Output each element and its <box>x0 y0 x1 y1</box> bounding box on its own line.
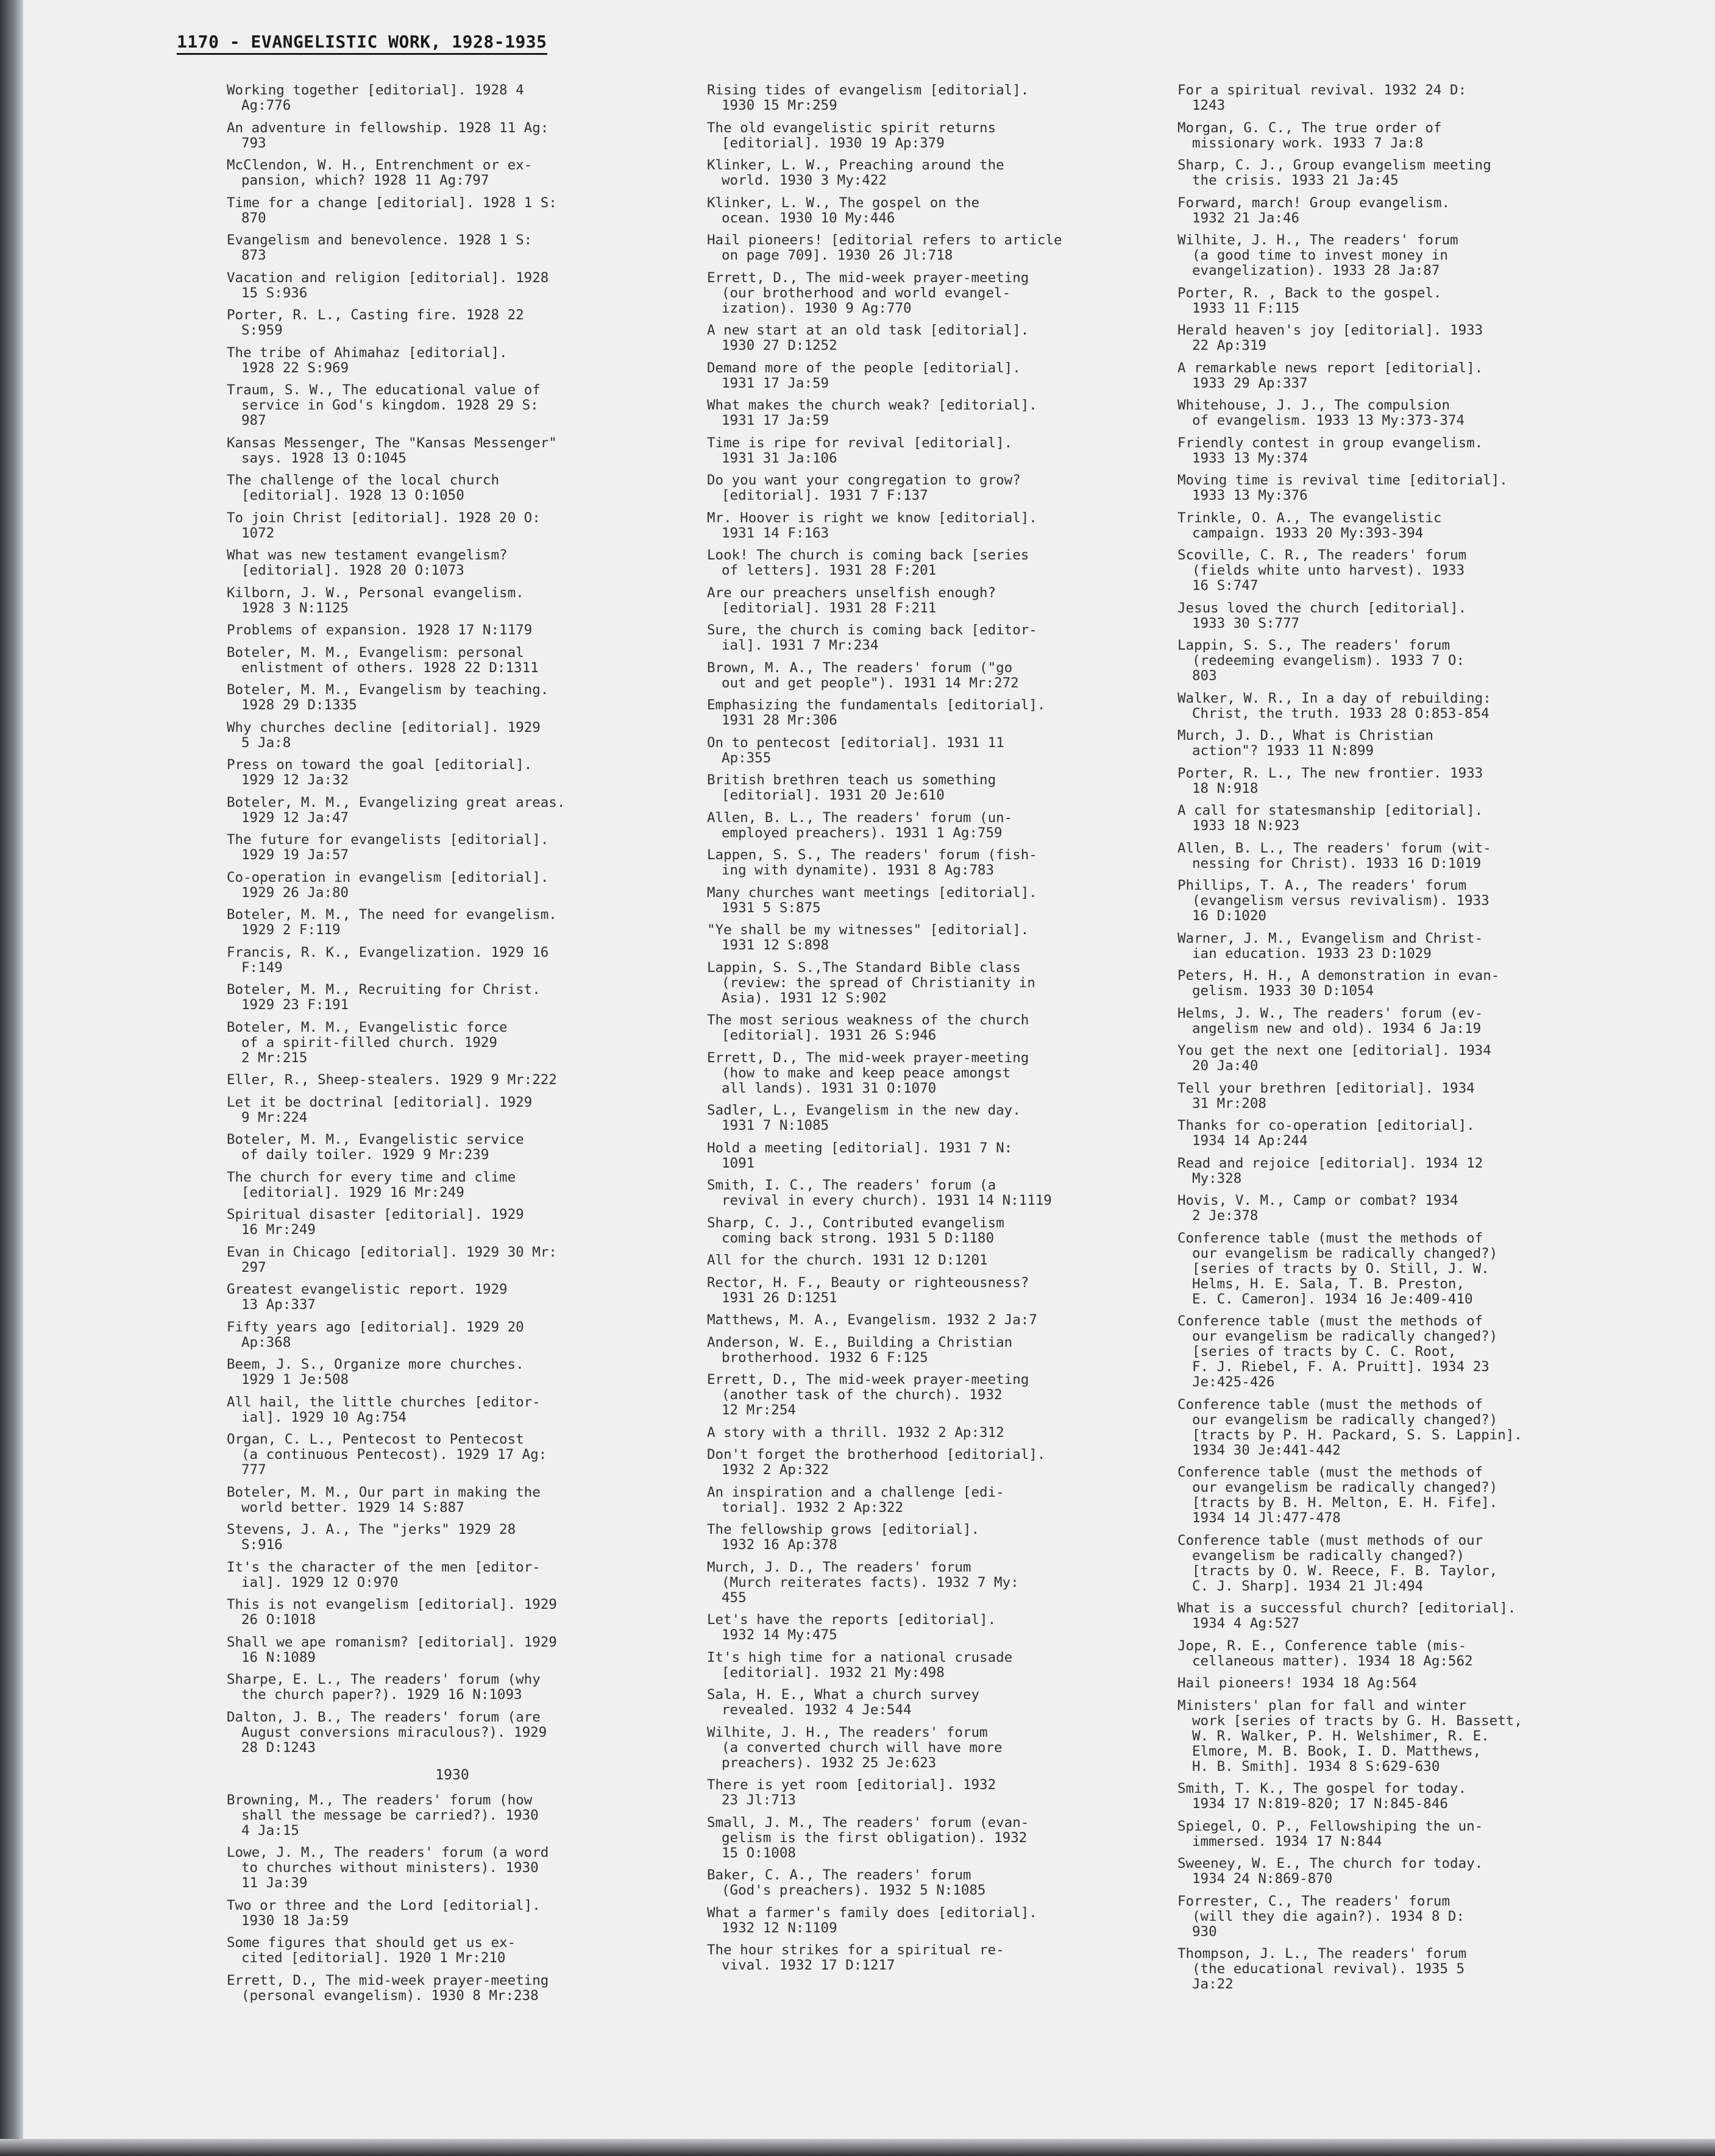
index-entry: Working together [editorial]. 1928 4 Ag:776 <box>227 82 524 113</box>
index-entry: Murch, J. D., The readers' forum (Murch reiterates facts). 1932 7 My: 455 <box>707 1559 1019 1606</box>
index-entry: Sadler, L., Evangelism in the new day. 1931 7 N:1085 <box>707 1102 1021 1133</box>
index-entry: McClendon, W. H., Entrenchment or ex- pansion, which? 1928 11 Ag:797 <box>227 157 533 188</box>
index-entry: Do you want your congregation to grow? [editorial]. 1931 7 F:137 <box>707 472 1021 503</box>
index-entry: Ministers' plan for fall and winter work [series of tracts by G. H. Bassett, W. R. Walker, P. H. Welshimer, R. E. Elmore, M. B. Book, I. D. Matthews, H. B. Smith]. 1934 8 S:629-630 <box>1177 1697 1522 1775</box>
index-entry: Matthews, M. A., Evangelism. 1932 2 Ja:7 <box>707 1312 1037 1328</box>
index-entry: Sharpe, E. L., The readers' forum (why the church paper?). 1929 16 N:1093 <box>227 1672 541 1703</box>
index-entry: Anderson, W. E., Building a Christian brotherhood. 1932 6 F:125 <box>707 1334 1013 1366</box>
index-entry: Wilhite, J. H., The readers' forum (a converted church will have more preachers). 1932 25 Je:623 <box>707 1724 1003 1771</box>
column-entries <box>1177 83 1628 1992</box>
index-entry: Whitehouse, J. J., The compulsion of evangelism. 1933 13 My:373-374 <box>1177 397 1465 428</box>
index-entry: Boteler, M. M., The need for evangelism. 1929 2 F:119 <box>227 907 557 938</box>
index-entry: Lappen, S. S., The readers' forum (fish- ing with dynamite). 1931 8 Ag:783 <box>707 847 1037 878</box>
index-entry: Boteler, M. M., Evangelism: personal enlistment of others. 1928 22 D:1311 <box>227 644 539 676</box>
index-entry: Brown, M. A., The readers' forum ("go out and get people"). 1931 14 Mr:272 <box>707 659 1019 691</box>
index-entry: What was new testament evangelism? [editorial]. 1928 20 O:1073 <box>227 547 508 578</box>
index-entry: Allen, B. L., The readers' forum (un- employed preachers). 1931 1 Ag:759 <box>707 809 1013 841</box>
index-entry: Traum, S. W., The educational value of service in God's kingdom. 1928 29 S: 987 <box>227 382 541 428</box>
index-entry: Evangelism and benevolence. 1928 1 S: 873 <box>227 232 533 263</box>
index-entry: British brethren teach us something [editorial]. 1931 20 Je:610 <box>707 772 996 803</box>
index-entry: Vacation and religion [editorial]. 1928 15 S:936 <box>227 269 549 301</box>
index-entry: Smith, I. C., The readers' forum (a revival in every church). 1931 14 N:1119 <box>707 1177 1052 1208</box>
index-entry: An inspiration and a challenge [edi- torial]. 1932 2 Ap:322 <box>707 1484 1004 1516</box>
index-column-2 <box>707 83 1158 1980</box>
index-entry: Walker, W. R., In a day of rebuilding: Christ, the truth. 1933 28 O:853-854 <box>1177 690 1491 722</box>
index-entry: Kilborn, J. W., Personal evangelism. 1928 3 N:1125 <box>227 584 524 616</box>
index-entry: Errett, D., The mid-week prayer-meeting (another task of the church). 1932 12 Mr:254 <box>707 1372 1029 1418</box>
index-entry: Trinkle, O. A., The evangelistic campaign. 1933 20 My:393-394 <box>1177 509 1442 541</box>
index-entry: For a spiritual revival. 1932 24 D: 1243 <box>1177 82 1467 113</box>
index-entry: A story with a thrill. 1932 2 Ap:312 <box>707 1424 1004 1441</box>
index-entry: Boteler, M. M., Evangelistic force of a spirit-filled church. 1929 2 Mr:215 <box>227 1019 508 1066</box>
index-entry: Francis, R. K., Evangelization. 1929 16 F:149 <box>227 944 549 976</box>
index-entry: The hour strikes for a spiritual re- vival. 1932 17 D:1217 <box>707 1942 1004 1973</box>
index-entry: A new start at an old task [editorial]. 1930 27 D:1252 <box>707 322 1029 353</box>
index-entry: Sure, the church is coming back [editor- ial]. 1931 7 Mr:234 <box>707 622 1037 653</box>
index-entry: Emphasizing the fundamentals [editorial]. 1931 28 Mr:306 <box>707 697 1046 728</box>
index-entry: The tribe of Ahimahaz [editorial]. 1928 22 S:969 <box>227 344 508 376</box>
index-entry: Conference table (must the methods of our evangelism be radically changed?) [series of tracts by O. Still, J. W. Helms, H. E. Sala, T. B. Preston, E. C. Cameron]. 1934 16 Je:409-410 <box>1177 1230 1498 1307</box>
index-entry: The future for evangelists [editorial]. 1929 19 Ja:57 <box>227 832 549 863</box>
index-entry: What makes the church weak? [editorial]. 1931 17 Ja:59 <box>707 397 1037 428</box>
index-entry: Lowe, J. M., The readers' forum (a word to churches without ministers). 1930 11 Ja:39 <box>227 1845 549 1891</box>
index-entry: Press on toward the goal [editorial]. 1929 12 Ja:32 <box>227 757 533 788</box>
index-entry: Errett, D., The mid-week prayer-meeting (how to make and keep peace amongst all lands). 1931 31 O:1070 <box>707 1049 1029 1096</box>
index-entry: Shall we ape romanism? [editorial]. 1929 16 N:1089 <box>227 1634 557 1665</box>
index-entry: Murch, J. D., What is Christian action"? 1933 11 N:899 <box>1177 728 1433 759</box>
page-binding-edge <box>0 0 23 2156</box>
index-entry: On to pentecost [editorial]. 1931 11 Ap:355 <box>707 734 1004 766</box>
index-entry: Allen, B. L., The readers' forum (wit- nessing for Christ). 1933 16 D:1019 <box>1177 840 1491 871</box>
index-column-1 <box>227 83 678 2010</box>
index-entry: Boteler, M. M., Evangelistic service of daily toiler. 1929 9 Mr:239 <box>227 1132 524 1163</box>
index-entry: Stevens, J. A., The "jerks" 1929 28 S:916 <box>227 1522 516 1553</box>
index-entry: Co-operation in evangelism [editorial]. 1929 26 Ja:80 <box>227 869 549 901</box>
index-entry: Fifty years ago [editorial]. 1929 20 Ap:368 <box>227 1319 524 1350</box>
index-entry: Time is ripe for revival [editorial]. 1931 31 Ja:106 <box>707 434 1013 466</box>
index-entry: There is yet room [editorial]. 1932 23 Jl:713 <box>707 1777 996 1808</box>
index-entry: Greatest evangelistic report. 1929 13 Ap:337 <box>227 1282 508 1313</box>
index-entry: The church for every time and clime [editorial]. 1929 16 Mr:249 <box>227 1169 516 1200</box>
index-entry: Boteler, M. M., Recruiting for Christ. 1929 23 F:191 <box>227 982 541 1013</box>
index-entry: Hovis, V. M., Camp or combat? 1934 2 Je:378 <box>1177 1193 1458 1224</box>
index-entry: Conference table (must the methods of our evangelism be radically changed?) [tracts by B. H. Melton, E. H. Fife]. 1934 14 Jl:477-478 <box>1177 1464 1498 1526</box>
index-entry: Some figures that should get us ex- cited [editorial]. 1920 1 Mr:210 <box>227 1935 516 1966</box>
index-entry: A call for statesmanship [editorial]. 1933 18 N:923 <box>1177 803 1483 834</box>
index-entry: Phillips, T. A., The readers' forum (evangelism versus revivalism). 1933 16 D:1020 <box>1177 878 1490 924</box>
index-entry: Are our preachers unselfish enough? [editorial]. 1931 28 F:211 <box>707 584 996 616</box>
index-entry: Let's have the reports [editorial]. 1932 14 My:475 <box>707 1612 996 1643</box>
index-entry: Kansas Messenger, The "Kansas Messenger" says. 1928 13 O:1045 <box>227 434 557 466</box>
index-entry: Sala, H. E., What a church survey revealed. 1932 4 Je:544 <box>707 1687 980 1718</box>
index-entry: Let it be doctrinal [editorial]. 1929 9 Mr:224 <box>227 1094 533 1126</box>
index-entry: The most serious weakness of the church [editorial]. 1931 26 S:946 <box>707 1012 1029 1043</box>
index-entry: Porter, R. L., The new frontier. 1933 18 N:918 <box>1177 765 1483 796</box>
index-entry: Beem, J. S., Organize more churches. 1929 1 Je:508 <box>227 1356 524 1388</box>
index-entry: What a farmer's family does [editorial]. 1932 12 N:1109 <box>707 1904 1037 1936</box>
index-entry: The old evangelistic spirit returns [editorial]. 1930 19 Ap:379 <box>707 119 996 151</box>
index-entry: Errett, D., The mid-week prayer-meeting (personal evangelism). 1930 8 Mr:238 <box>227 1972 549 2004</box>
index-entry: Look! The church is coming back [series of letters]. 1931 28 F:201 <box>707 547 1029 578</box>
index-entry: All hail, the little churches [editor- ial]. 1929 10 Ag:754 <box>227 1394 541 1425</box>
index-entry: Sweeney, W. E., The church for today. 1934 24 N:869-870 <box>1177 1856 1483 1887</box>
index-entry: Forrester, C., The readers' forum (will they die again?). 1934 8 D: 930 <box>1177 1893 1465 1940</box>
index-entry: Eller, R., Sheep-stealers. 1929 9 Mr:222 <box>227 1072 557 1088</box>
index-entry: Thanks for co-operation [editorial]. 1934 14 Ap:244 <box>1177 1118 1475 1149</box>
index-entry: Hold a meeting [editorial]. 1931 7 N: 1091 <box>707 1140 1013 1171</box>
index-entry: Rector, H. F., Beauty or righteousness? 1931 26 D:1251 <box>707 1274 1029 1306</box>
index-entry: Hail pioneers! [editorial refers to article on page 709]. 1930 26 Jl:718 <box>707 232 1062 263</box>
index-entry: Many churches want meetings [editorial]. 1931 5 S:875 <box>707 884 1037 916</box>
index-entry: The fellowship grows [editorial]. 1932 16 Ap:378 <box>707 1522 980 1553</box>
column-entries <box>707 83 1158 1973</box>
index-entry: This is not evangelism [editorial]. 1929 26 O:1018 <box>227 1597 557 1628</box>
year-heading: 1930 <box>435 1767 469 1783</box>
index-entry: Smith, T. K., The gospel for today. 1934 17 N:819-820; 17 N:845-846 <box>1177 1781 1467 1812</box>
column-entries-after-heading <box>227 1793 678 2004</box>
index-entry: Small, J. M., The readers' forum (evan- gelism is the first obligation). 1932 15 O:1008 <box>707 1814 1029 1861</box>
index-entry: Klinker, L. W., The gospel on the ocean. 1930 10 My:446 <box>707 194 980 226</box>
index-entry: Organ, C. L., Pentecost to Pentecost (a continuous Pentecost). 1929 17 Ag: 777 <box>227 1431 547 1478</box>
index-entry: Scoville, C. R., The readers' forum (fields white unto harvest). 1933 16 S:747 <box>1177 547 1467 594</box>
index-entry: An adventure in fellowship. 1928 11 Ag: 793 <box>227 119 549 151</box>
index-entry: Mr. Hoover is right we know [editorial]. 1931 14 F:163 <box>707 509 1037 541</box>
index-entry: Sharp, C. J., Group evangelism meeting the crisis. 1933 21 Ja:45 <box>1177 157 1491 188</box>
index-entry: Thompson, J. L., The readers' forum (the educational revival). 1935 5 Ja:22 <box>1177 1946 1467 1992</box>
index-entry: Problems of expansion. 1928 17 N:1179 <box>227 622 533 638</box>
index-entry: Moving time is revival time [editorial]. 1933 13 My:376 <box>1177 472 1508 503</box>
index-entry: Jesus loved the church [editorial]. 1933 30 S:777 <box>1177 600 1467 631</box>
index-entry: Evan in Chicago [editorial]. 1929 30 Mr: 297 <box>227 1244 557 1275</box>
index-entry: What is a successful church? [editorial]. 1934 4 Ag:527 <box>1177 1600 1516 1631</box>
index-entry: Spiritual disaster [editorial]. 1929 16 Mr:249 <box>227 1207 524 1238</box>
index-entry: Helms, J. W., The readers' forum (ev- angelism new and old). 1934 6 Ja:19 <box>1177 1005 1483 1037</box>
index-entry: Conference table (must the methods of our evangelism be radically changed?) [series of tracts by C. C. Root, F. J. Riebel, F. A. Pruitt]. 1934 23 Je:425-426 <box>1177 1313 1498 1390</box>
running-head: 1170 - EVANGELISTIC WORK, 1928-1935 <box>177 32 547 55</box>
index-entry: Jope, R. E., Conference table (mis- cellaneous matter). 1934 18 Ag:562 <box>1177 1637 1473 1669</box>
index-entry: Hail pioneers! 1934 18 Ag:564 <box>1177 1675 1417 1691</box>
index-entry: Baker, C. A., The readers' forum (God's preachers). 1932 5 N:1085 <box>707 1867 986 1898</box>
index-entry: Errett, D., The mid-week prayer-meeting (our brotherhood and world evangel- ization). 1930 9 Ag:770 <box>707 269 1029 316</box>
index-entry: Forward, march! Group evangelism. 1932 21 Ja:46 <box>1177 194 1450 226</box>
index-entry: Porter, R. L., Casting fire. 1928 22 S:959 <box>227 307 524 338</box>
index-entry: Spiegel, O. P., Fellowshiping the un- immersed. 1934 17 N:844 <box>1177 1818 1483 1849</box>
index-entry: Boteler, M. M., Evangelism by teaching. 1928 29 D:1335 <box>227 682 549 713</box>
index-entry: Lappin, S. S., The readers' forum (redeeming evangelism). 1933 7 O: 803 <box>1177 637 1465 684</box>
page-bottom-edge <box>0 2139 1715 2156</box>
index-entry: "Ye shall be my witnesses" [editorial]. 1931 12 S:898 <box>707 922 1029 953</box>
index-entry: It's the character of the men [editor- ial]. 1929 12 O:970 <box>227 1559 541 1590</box>
index-entry: Don't forget the brotherhood [editorial]. 1932 2 Ap:322 <box>707 1447 1046 1478</box>
index-entry: Time for a change [editorial]. 1928 1 S: 870 <box>227 194 557 226</box>
index-entry: Sharp, C. J., Contributed evangelism coming back strong. 1931 5 D:1180 <box>707 1215 1004 1246</box>
index-entry: A remarkable news report [editorial]. 1933 29 Ap:337 <box>1177 360 1483 391</box>
index-entry: Demand more of the people [editorial]. 1931 17 Ja:59 <box>707 360 1021 391</box>
index-entry: Warner, J. M., Evangelism and Christ- ian education. 1933 23 D:1029 <box>1177 930 1483 962</box>
index-entry: Morgan, G. C., The true order of missionary work. 1933 7 Ja:8 <box>1177 119 1442 151</box>
index-entry: Lappin, S. S.,The Standard Bible class (review: the spread of Christianity in Asia). 1931 12 S:902 <box>707 959 1035 1006</box>
index-entry: To join Christ [editorial]. 1928 20 O: 1072 <box>227 509 541 541</box>
index-entry: Wilhite, J. H., The readers' forum (a good time to invest money in evangelization). 1933 28 Ja:87 <box>1177 232 1458 278</box>
index-entry: It's high time for a national crusade [editorial]. 1932 21 My:498 <box>707 1649 1013 1681</box>
index-column-3 <box>1177 83 1628 1999</box>
index-entry: All for the church. 1931 12 D:1201 <box>707 1252 988 1268</box>
index-entry: Herald heaven's joy [editorial]. 1933 22 Ap:319 <box>1177 322 1483 353</box>
index-entry: Klinker, L. W., Preaching around the world. 1930 3 My:422 <box>707 157 1004 188</box>
index-entry: Conference table (must methods of our evangelism be radically changed?) [tracts by O. W. Reece, F. B. Taylor, C. J. Sharp]. 1934 21 Jl:494 <box>1177 1532 1498 1594</box>
index-entry: Read and rejoice [editorial]. 1934 12 My:328 <box>1177 1155 1483 1186</box>
index-entry: Two or three and the Lord [editorial]. 1930 18 Ja:59 <box>227 1897 541 1929</box>
index-entry: Rising tides of evangelism [editorial]. 1930 15 Mr:259 <box>707 82 1029 113</box>
index-entry: Peters, H. H., A demonstration in evan- gelism. 1933 30 D:1054 <box>1177 968 1500 999</box>
index-entry: You get the next one [editorial]. 1934 20 Ja:40 <box>1177 1043 1491 1074</box>
index-entry: Porter, R. , Back to the gospel. 1933 11 F:115 <box>1177 285 1442 316</box>
column-entries <box>227 83 678 1756</box>
index-entry: Dalton, J. B., The readers' forum (are August conversions miraculous?). 1929 28 D:1243 <box>227 1709 547 1756</box>
index-entry: Boteler, M. M., Our part in making the world better. 1929 14 S:887 <box>227 1484 541 1516</box>
index-entry: Friendly contest in group evangelism. 1933 13 My:374 <box>1177 434 1483 466</box>
index-entry: Conference table (must the methods of our evangelism be radically changed?) [tracts by P. H. Packard, S. S. Lappin]. 1934 30 Je:441-442 <box>1177 1396 1522 1458</box>
index-entry: Why churches decline [editorial]. 1929 5 Ja:8 <box>227 719 541 751</box>
index-entry: The challenge of the local church [editorial]. 1928 13 O:1050 <box>227 472 500 503</box>
index-entry: Browning, M., The readers' forum (how shall the message be carried?). 1930 4 Ja:15 <box>227 1792 539 1839</box>
index-entry: Tell your brethren [editorial]. 1934 31 Mr:208 <box>1177 1080 1475 1112</box>
index-entry: Boteler, M. M., Evangelizing great areas. 1929 12 Ja:47 <box>227 794 566 826</box>
